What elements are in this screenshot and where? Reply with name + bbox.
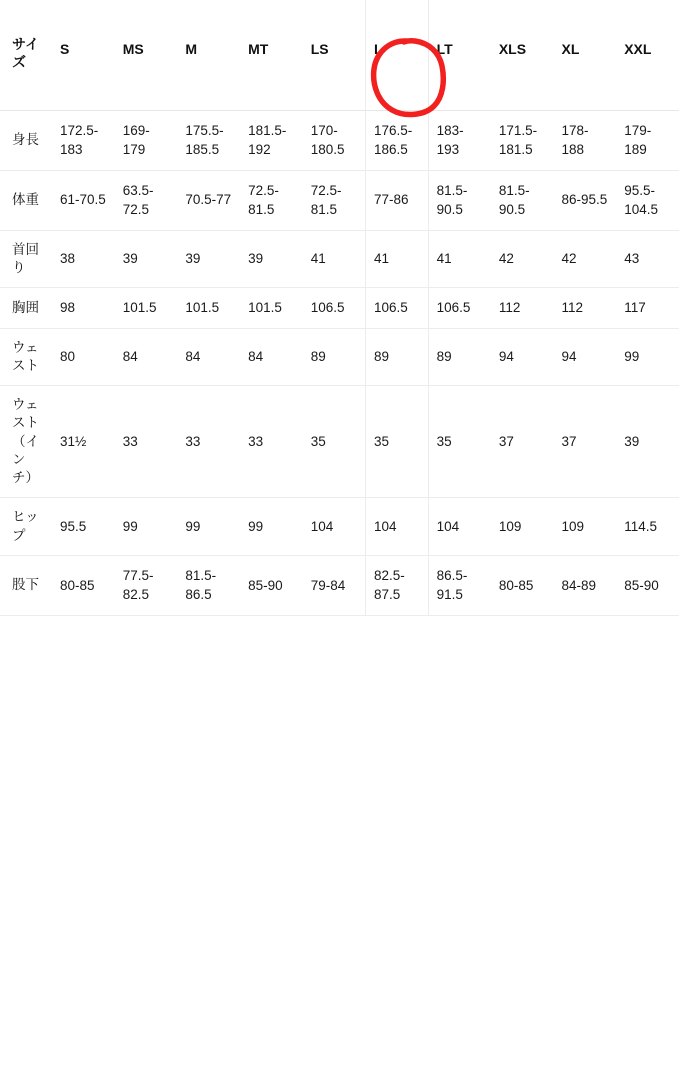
cell: 99 [177, 498, 240, 555]
cell: 95.5 [52, 498, 115, 555]
table-row [0, 328, 679, 385]
row-label-weight: 体重 [0, 170, 52, 230]
cell: 77.5-82.5 [115, 555, 178, 615]
table-row [0, 288, 679, 329]
cell: 31½ [52, 386, 115, 498]
column-header-m: M [177, 0, 240, 110]
row-label-waist: ウェスト [0, 328, 52, 385]
cell: 77-86 [365, 170, 428, 230]
cell: 72.5-81.5 [303, 170, 366, 230]
cell: 63.5-72.5 [115, 170, 178, 230]
cell: 38 [52, 230, 115, 287]
cell: 94 [554, 328, 617, 385]
cell: 61-70.5 [52, 170, 115, 230]
cell: 84 [115, 328, 178, 385]
cell: 81.5-90.5 [428, 170, 491, 230]
cell: 35 [303, 386, 366, 498]
column-header-l: L [365, 0, 428, 110]
cell: 82.5-87.5 [365, 555, 428, 615]
cell: 101.5 [240, 288, 303, 329]
cell: 112 [554, 288, 617, 329]
cell: 70.5-77 [177, 170, 240, 230]
row-label-neck: 首回り [0, 230, 52, 287]
cell: 39 [115, 230, 178, 287]
cell: 106.5 [365, 288, 428, 329]
cell: 95.5-104.5 [616, 170, 679, 230]
cell: 84 [177, 328, 240, 385]
cell: 89 [365, 328, 428, 385]
column-header-xls: XLS [491, 0, 554, 110]
cell: 72.5-81.5 [240, 170, 303, 230]
cell: 39 [177, 230, 240, 287]
cell: 176.5-186.5 [365, 110, 428, 170]
cell: 84 [240, 328, 303, 385]
cell: 79-84 [303, 555, 366, 615]
table-row [0, 170, 679, 230]
cell: 114.5 [616, 498, 679, 555]
cell: 99 [240, 498, 303, 555]
cell: 41 [428, 230, 491, 287]
cell: 85-90 [240, 555, 303, 615]
cell: 89 [428, 328, 491, 385]
table-corner-label: サイズ [0, 0, 52, 110]
cell: 35 [365, 386, 428, 498]
cell: 175.5-185.5 [177, 110, 240, 170]
row-label-chest: 胸囲 [0, 288, 52, 329]
row-label-waist-inch: ウェスト（インチ） [0, 386, 52, 498]
table-header [0, 0, 679, 110]
cell: 94 [491, 328, 554, 385]
column-header-mt: MT [240, 0, 303, 110]
cell: 172.5-183 [52, 110, 115, 170]
cell: 169-179 [115, 110, 178, 170]
table-row [0, 498, 679, 555]
cell: 99 [115, 498, 178, 555]
cell: 99 [616, 328, 679, 385]
cell: 39 [240, 230, 303, 287]
cell: 101.5 [115, 288, 178, 329]
cell: 104 [365, 498, 428, 555]
cell: 33 [177, 386, 240, 498]
cell: 43 [616, 230, 679, 287]
cell: 178-188 [554, 110, 617, 170]
row-label-hip: ヒップ [0, 498, 52, 555]
cell: 42 [554, 230, 617, 287]
cell: 80 [52, 328, 115, 385]
cell: 41 [365, 230, 428, 287]
cell: 84-89 [554, 555, 617, 615]
cell: 42 [491, 230, 554, 287]
column-header-s: S [52, 0, 115, 110]
cell: 104 [303, 498, 366, 555]
cell: 37 [491, 386, 554, 498]
cell: 170-180.5 [303, 110, 366, 170]
column-header-ls: LS [303, 0, 366, 110]
cell: 86.5-91.5 [428, 555, 491, 615]
cell: 98 [52, 288, 115, 329]
cell: 81.5-90.5 [491, 170, 554, 230]
cell: 80-85 [491, 555, 554, 615]
column-header-xxl: XXL [616, 0, 679, 110]
cell: 106.5 [303, 288, 366, 329]
table-header-row [0, 0, 679, 110]
table-row [0, 110, 679, 170]
table-row [0, 555, 679, 615]
row-label-inseam: 股下 [0, 555, 52, 615]
cell: 33 [115, 386, 178, 498]
cell: 106.5 [428, 288, 491, 329]
cell: 109 [554, 498, 617, 555]
cell: 80-85 [52, 555, 115, 615]
cell: 35 [428, 386, 491, 498]
cell: 183-193 [428, 110, 491, 170]
cell: 112 [491, 288, 554, 329]
cell: 41 [303, 230, 366, 287]
row-label-height: 身長 [0, 110, 52, 170]
cell: 104 [428, 498, 491, 555]
cell: 33 [240, 386, 303, 498]
column-header-ms: MS [115, 0, 178, 110]
cell: 81.5-86.5 [177, 555, 240, 615]
cell: 39 [616, 386, 679, 498]
cell: 101.5 [177, 288, 240, 329]
table-body [0, 110, 679, 615]
cell: 171.5-181.5 [491, 110, 554, 170]
table-row [0, 386, 679, 498]
cell: 85-90 [616, 555, 679, 615]
cell: 181.5-192 [240, 110, 303, 170]
cell: 109 [491, 498, 554, 555]
cell: 86-95.5 [554, 170, 617, 230]
column-header-xl: XL [554, 0, 617, 110]
cell: 179-189 [616, 110, 679, 170]
cell: 37 [554, 386, 617, 498]
table-row [0, 230, 679, 287]
column-header-lt: LT [428, 0, 491, 110]
cell: 89 [303, 328, 366, 385]
cell: 117 [616, 288, 679, 329]
